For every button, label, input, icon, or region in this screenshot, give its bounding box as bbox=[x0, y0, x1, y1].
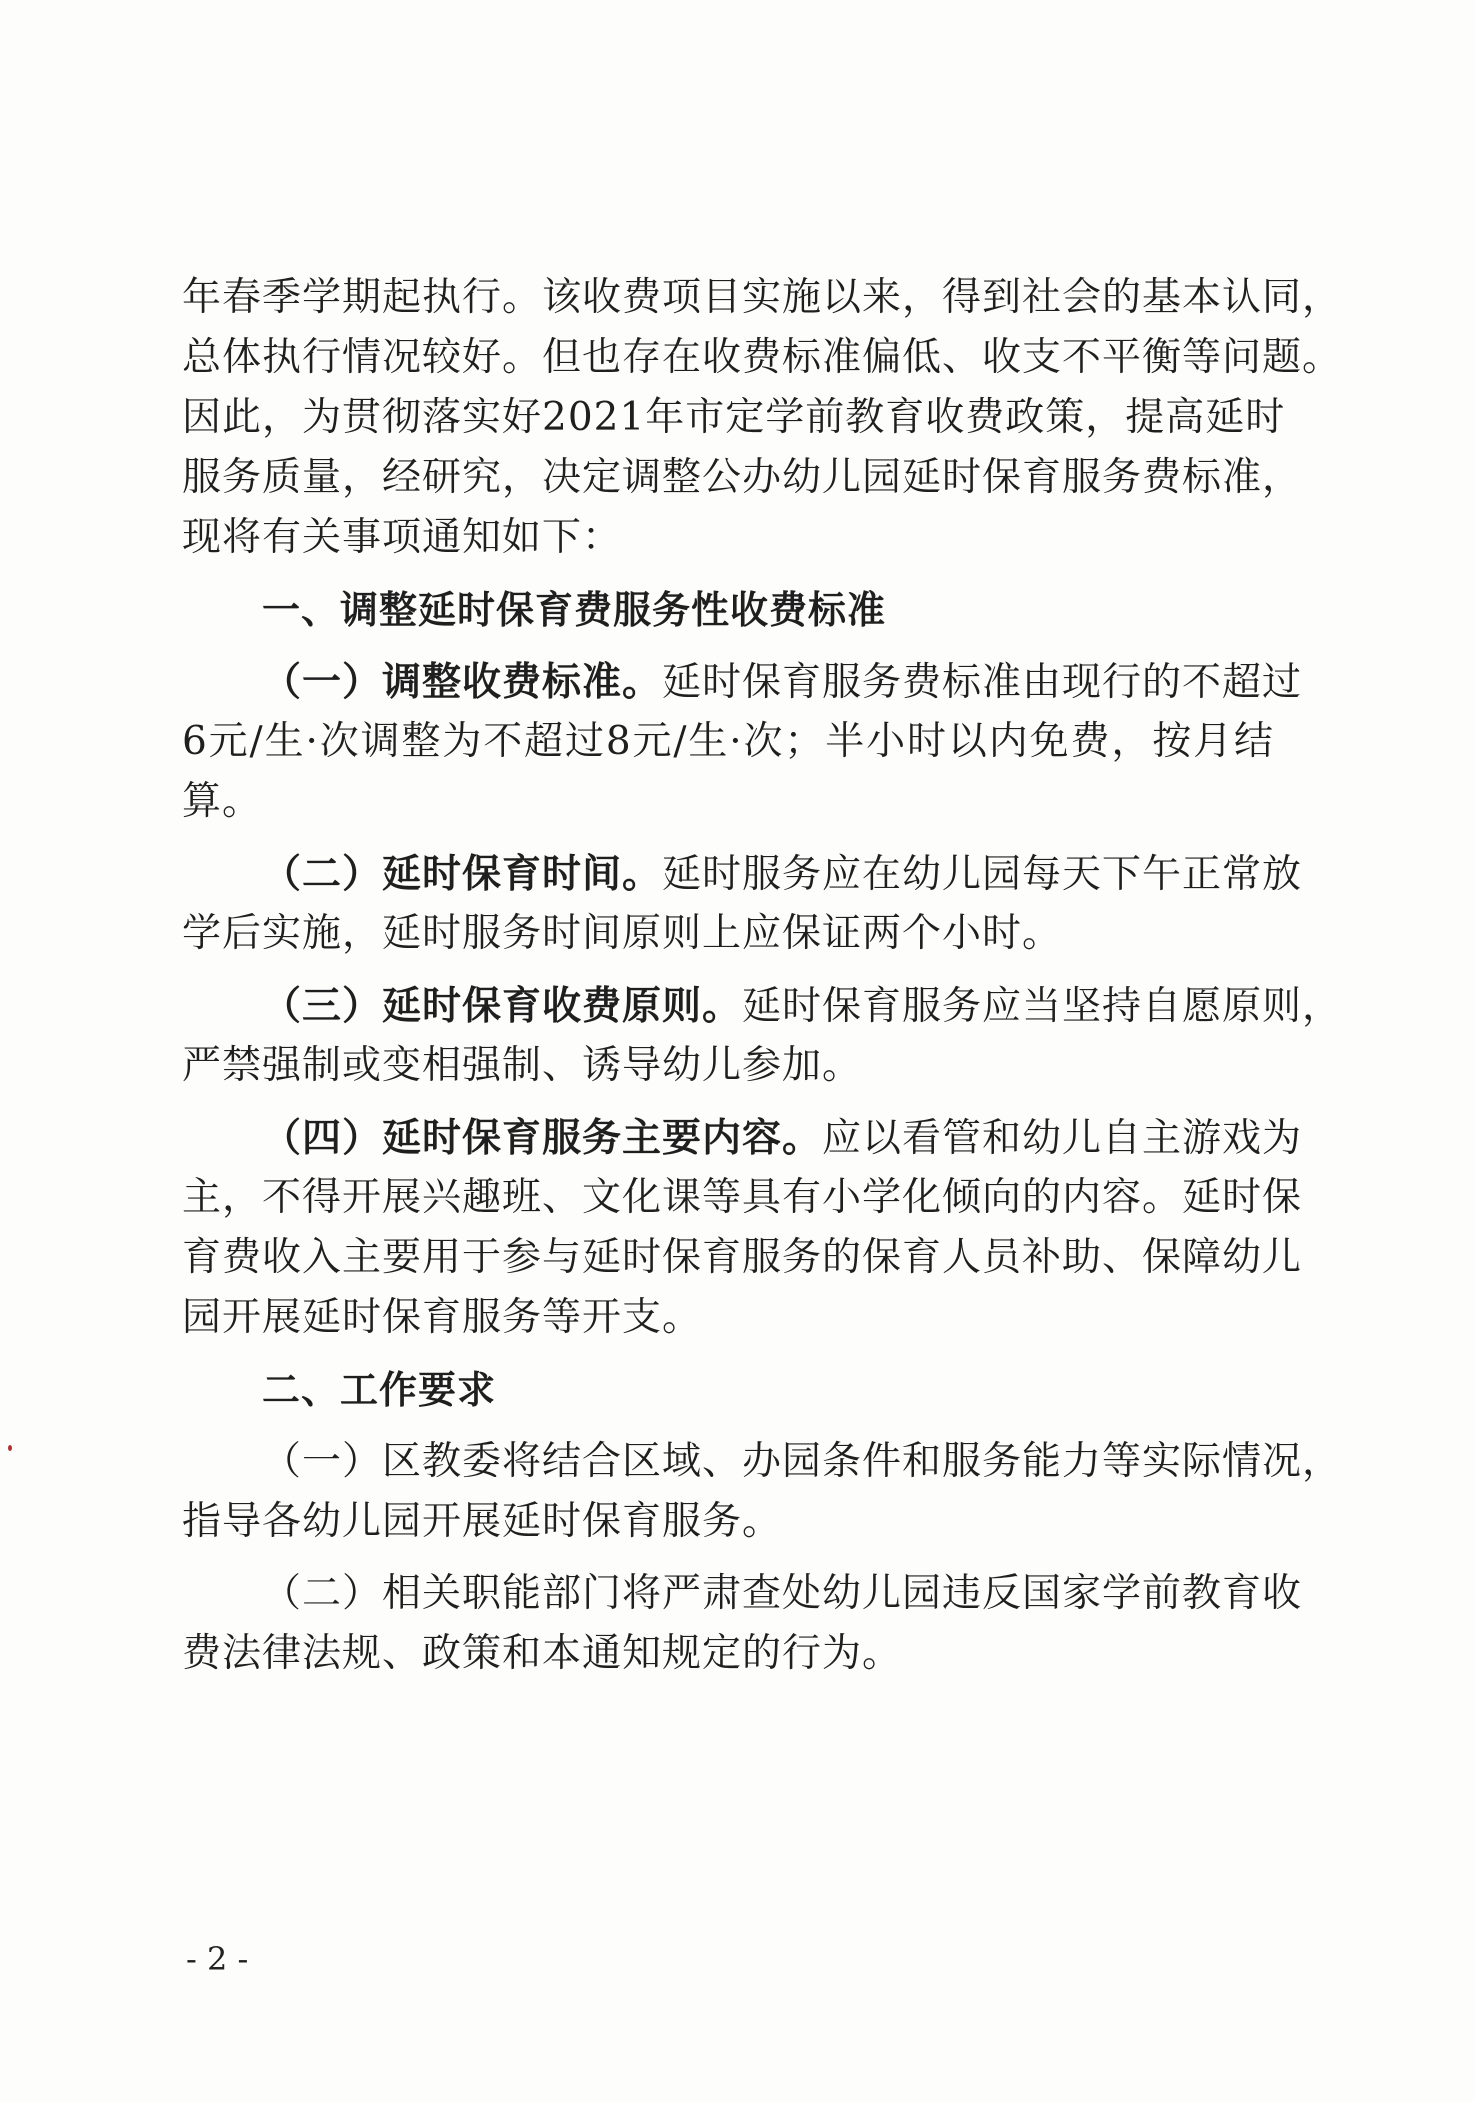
section1-item-2 bbox=[182, 844, 1303, 964]
item-text: 延时保育服务应当坚持自愿原则， bbox=[742, 984, 1343, 1029]
document-body bbox=[182, 268, 1343, 1684]
section-heading: 二、工作要求 bbox=[262, 1368, 497, 1412]
item-title: （一）调整收费标准。 bbox=[262, 659, 663, 705]
intro-paragraph bbox=[182, 268, 1343, 568]
text-line: 年春季学期起执行。该收费项目实施以来，得到社会的基本认同， bbox=[182, 275, 1343, 320]
item-first-line bbox=[182, 652, 1303, 712]
text-line: 主，不得开展兴趣班、文化课等具有小学化倾向的内容。延时保 bbox=[182, 1175, 1303, 1220]
section1-item-1 bbox=[182, 652, 1303, 832]
text-line: 指导各幼儿园开展延时保育服务。 bbox=[182, 1499, 783, 1544]
item-title: （二）延时保育时间。 bbox=[262, 851, 663, 897]
scan-speck bbox=[8, 1445, 12, 1451]
text-line: 严禁强制或变相强制、诱导幼儿参加。 bbox=[182, 1043, 863, 1088]
item-first-line bbox=[182, 1108, 1303, 1168]
text-line: 现将有关事项通知如下： bbox=[182, 515, 623, 560]
section2-item-1 bbox=[182, 1432, 1343, 1552]
item-first-line: （一）区教委将结合区域、办园条件和服务能力等实际情况， bbox=[262, 1439, 1343, 1484]
text-line: 总体执行情况较好。但也存在收费标准偏低、收支不平衡等问题。 bbox=[182, 335, 1343, 380]
text-line: 服务质量，经研究，决定调整公办幼儿园延时保育服务费标准， bbox=[182, 455, 1303, 500]
text-line: 学后实施，延时服务时间原则上应保证两个小时。 bbox=[182, 911, 1063, 956]
text-line: 因此，为贯彻落实好2021年市定学前教育收费政策，提高延时 bbox=[182, 395, 1286, 440]
item-text: 延时服务应在幼儿园每天下午正常放 bbox=[662, 852, 1303, 897]
text-line: 育费收入主要用于参与延时保育服务的保育人员补助、保障幼儿 bbox=[182, 1235, 1303, 1280]
item-title: （四）延时保育服务主要内容。 bbox=[262, 1115, 823, 1161]
text-line: 费法律法规、政策和本通知规定的行为。 bbox=[182, 1631, 903, 1676]
text-line: 算。 bbox=[182, 779, 263, 824]
item-text: 延时保育服务费标准由现行的不超过 bbox=[662, 660, 1303, 705]
text-line: 6元/生·次调整为不超过8元/生·次；半小时以内免费，按月结 bbox=[182, 719, 1274, 764]
item-title: （三）延时保育收费原则。 bbox=[262, 983, 743, 1029]
text-line: 园开展延时保育服务等开支。 bbox=[182, 1295, 703, 1340]
section-heading: 一、调整延时保育费服务性收费标准 bbox=[262, 588, 887, 632]
section1-item-4 bbox=[182, 1108, 1303, 1348]
item-first-line: （二）相关职能部门将严肃查处幼儿园违反国家学前教育收 bbox=[262, 1571, 1303, 1616]
page-number: - 2 - bbox=[186, 1940, 249, 1978]
item-first-line bbox=[182, 976, 1343, 1036]
section2-item-2 bbox=[182, 1564, 1303, 1684]
section1-item-3 bbox=[182, 976, 1343, 1096]
item-text: 应以看管和幼儿自主游戏为 bbox=[822, 1116, 1303, 1161]
item-first-line bbox=[182, 844, 1303, 904]
